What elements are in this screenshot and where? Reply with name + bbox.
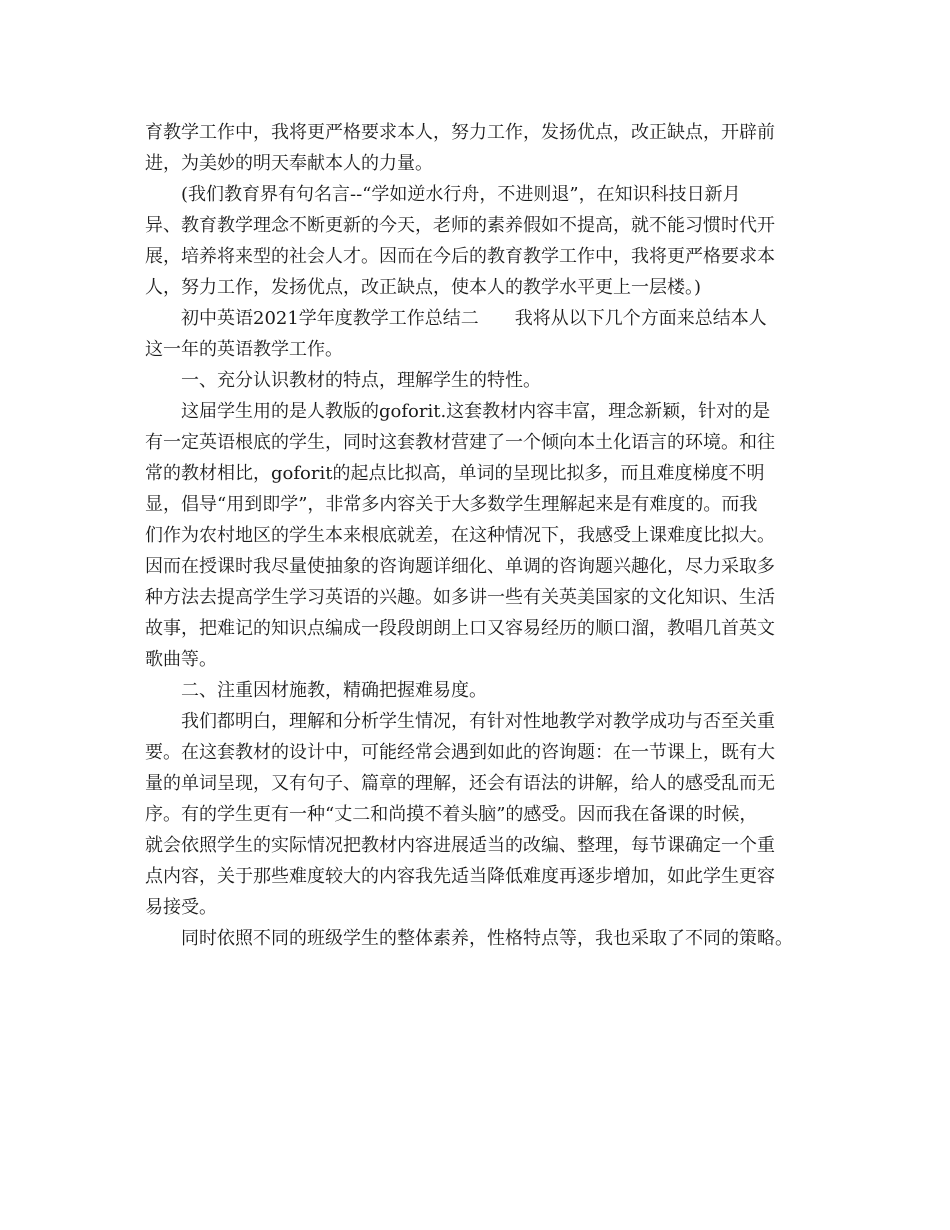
paragraph-5-line-9: 歌曲等。 (145, 649, 217, 670)
paragraph-8-line-1: 同时依照不同的班级学生的整体素养，性格特点等，我也采取了不同的策略。 (181, 928, 793, 949)
paragraph-5-line-5: 们作为农村地区的学生本来根底就差，在这种情况下，我感受上课难度比拟大。 (145, 525, 775, 546)
paragraph-2-line-3: 展，培养将来型的社会人才。因而在今后的教育教学工作中，我将更严格要求本 (145, 246, 775, 267)
paragraph-2-line-1: (我们教育界有句名言--“学如逆水行舟，不进则退”，在知识科技日新月 (181, 184, 741, 205)
paragraph-5-line-8: 故事，把难记的知识点编成一段段朗朗上口又容易经历的顺口溜，教唱几首英文 (145, 618, 775, 639)
paragraph-5 (145, 396, 805, 675)
paragraph-5-line-7: 种方法去提高学生学习英语的兴趣。如多讲一些有关英美国家的文化知识、生活 (145, 587, 775, 608)
paragraph-5-line-1: 这届学生用的是人教版的goforit.这套教材内容丰富，理念新颖，针对的是 (181, 401, 771, 422)
section-heading-2-text: 二、注重因材施教，精确把握难易度。 (181, 680, 487, 701)
paragraph-7-line-4: 序。有的学生更有一种“丈二和尚摸不着头脑”的感受。因而我在备课的时候， (145, 804, 758, 825)
paragraph-7-line-3: 量的单词呈现，又有句子、篇章的理解，还会有语法的讲解，给人的感受乱而无 (145, 773, 775, 794)
paragraph-5-line-4: 显，倡导“用到即学”，非常多内容关于大多数学生理解起来是有难度的。而我 (145, 494, 758, 515)
paragraph-1-line-2: 进，为美妙的明天奉献本人的力量。 (145, 153, 433, 174)
section-heading-2 (145, 675, 805, 706)
paragraph-7-line-6: 点内容，关于那些难度较大的内容我先适当降低难度再逐步增加，如此学生更容 (145, 866, 775, 887)
paragraph-8 (145, 923, 805, 954)
paragraph-7 (145, 706, 805, 923)
paragraph-5-line-3: 常的教材相比，goforit的起点比拟高，单词的呈现比拟多，而且难度梯度不明 (145, 463, 765, 484)
paragraph-3 (145, 303, 805, 365)
paragraph-5-line-2: 有一定英语根底的学生，同时这套教材营建了一个倾向本土化语言的环境。和往 (145, 432, 775, 453)
paragraph-2-line-4: 人，努力工作，发扬优点，改正缺点，使本人的教学水平更上一层楼。) (145, 277, 702, 298)
document-body (145, 117, 805, 954)
paragraph-7-line-1: 我们都明白，理解和分析学生情况，有针对性地教学对教学成功与否至关重 (181, 711, 775, 732)
paragraph-2 (145, 179, 805, 303)
paragraph-1 (145, 117, 805, 179)
paragraph-7-line-5: 就会依照学生的实际情况把教材内容进展适当的改编、整理，每节课确定一个重 (145, 835, 775, 856)
section-heading-1-text: 一、充分认识教材的特点，理解学生的特性。 (181, 370, 541, 391)
section-heading-1 (145, 365, 805, 396)
paragraph-3-line-2: 这一年的英语教学工作。 (145, 339, 343, 360)
paragraph-5-line-6: 因而在授课时我尽量使抽象的咨询题详细化、单调的咨询题兴趣化，尽力采取多 (145, 556, 775, 577)
paragraph-7-line-7: 易接受。 (145, 897, 217, 918)
paragraph-1-line-1: 育教学工作中，我将更严格要求本人，努力工作，发扬优点，改正缺点，开辟前 (145, 122, 775, 143)
paragraph-7-line-2: 要。在这套教材的设计中，可能经常会遇到如此的咨询题：在一节课上，既有大 (145, 742, 775, 763)
paragraph-3-line-1: 初中英语2021学年度教学工作总结二 我将从以下几个方面来总结本人 (181, 308, 767, 329)
paragraph-2-line-2: 异、教育教学理念不断更新的今天，老师的素养假如不提高，就不能习惯时代开 (145, 215, 775, 236)
